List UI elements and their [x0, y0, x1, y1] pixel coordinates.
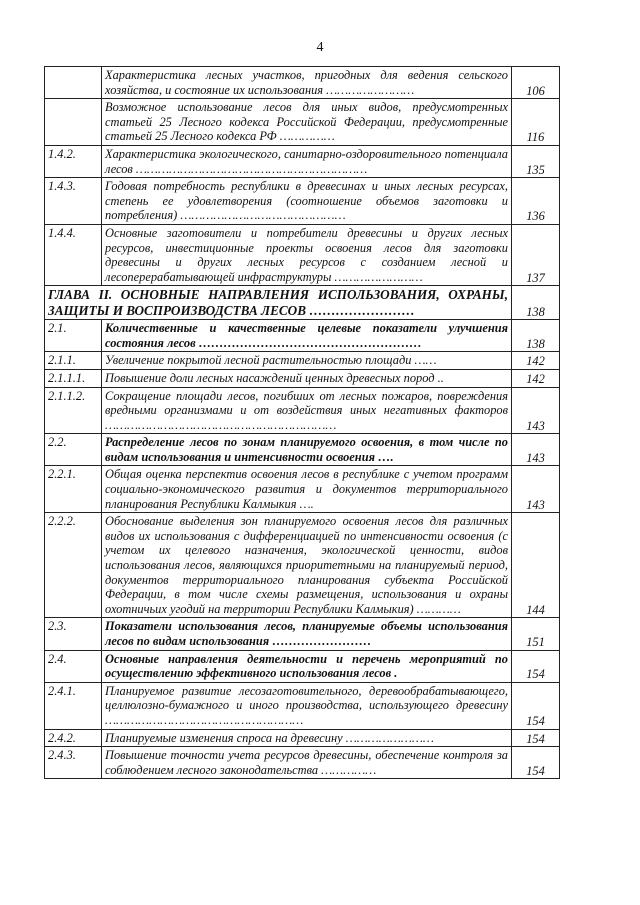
toc-row	[45, 434, 560, 466]
section-number: 2.4.1.	[45, 682, 102, 729]
page-reference: 154	[512, 682, 560, 729]
toc-row	[45, 99, 560, 146]
page-reference: 136	[512, 178, 560, 225]
section-number: 2.2.1.	[45, 466, 102, 513]
section-number	[45, 67, 102, 99]
page-reference: 142	[512, 352, 560, 370]
page-reference: 143	[512, 434, 560, 466]
table-of-contents	[44, 66, 560, 779]
toc-row	[45, 729, 560, 747]
section-number: 2.4.3.	[45, 747, 102, 779]
page-reference: 138	[512, 320, 560, 352]
chapter-heading-row	[45, 286, 560, 320]
toc-row	[45, 224, 560, 285]
toc-row	[45, 369, 560, 387]
section-title: Распределение лесов по зонам планируемого освоения, в том числе по видам использования и интенсивности освоения ….	[102, 434, 512, 466]
toc-row	[45, 352, 560, 370]
page-reference: 144	[512, 513, 560, 618]
page-reference: 138	[512, 286, 560, 320]
section-title: Планируемые изменения спроса на древесину ……………………	[102, 729, 512, 747]
page-reference: 143	[512, 387, 560, 434]
section-title: Годовая потребность республики в древесинах и иных лесных ресурсах, степень ее удовлетворения (соотношение объемов заготовки и потребления) ………………………………………	[102, 178, 512, 225]
section-title: Обоснование выделения зон планируемого освоения лесов для различных видов их использования с дифференциацией по интенсивности освоения (с учетом их целевого назначения, экологической ценности, видов использования лесов, являющихся приоритетными на планируемый период, документов территориального планирования субъекта Российской Федерации, в том числе схемы размещения, использования и охраны охотничьих угодий на территории Республики Калмыкия) …………	[102, 513, 512, 618]
toc-row	[45, 513, 560, 618]
page-reference: 142	[512, 369, 560, 387]
section-title: Повышение точности учета ресурсов древесины, обеспечение контроля за соблюдением лесного законодательства ……………	[102, 747, 512, 779]
section-number: 2.4.2.	[45, 729, 102, 747]
section-title: Повышение доли лесных насаждений ценных древесных пород ..	[102, 369, 512, 387]
section-number: 2.1.1.1.	[45, 369, 102, 387]
section-title: Характеристика экологического, санитарно-оздоровительного потенциала лесов ………………………………………………………	[102, 145, 512, 177]
page-reference: 151	[512, 618, 560, 650]
section-title: Основные направления деятельности и перечень мероприятий по осуществлению эффективного использования лесов .	[102, 650, 512, 682]
toc-row	[45, 145, 560, 177]
section-number: 2.1.	[45, 320, 102, 352]
section-number: 1.4.2.	[45, 145, 102, 177]
section-title: Характеристика лесных участков, пригодных для ведения сельского хозяйства, и состояние их использования ……………………	[102, 67, 512, 99]
toc-row	[45, 618, 560, 650]
section-number: 2.1.1.2.	[45, 387, 102, 434]
section-title: Количественные и качественные целевые показатели улучшения состояния лесов ………………………………………………	[102, 320, 512, 352]
page-number: 4	[316, 40, 324, 55]
section-title: Основные заготовители и потребители древесины и других лесных ресурсов, инвестиционные проекты освоения лесов для заготовки древесины и других лесных ресурсов с созданием лесной и лесоперерабатывающей инфраструктуры ……………………	[102, 224, 512, 285]
section-title: Сокращение площади лесов, погибших от лесных пожаров, повреждения вредными организмами и от воздействия иных негативных факторов ………………………………………………………	[102, 387, 512, 434]
section-number: 2.4.	[45, 650, 102, 682]
page-reference: 154	[512, 650, 560, 682]
page-reference: 143	[512, 466, 560, 513]
page-reference: 106	[512, 67, 560, 99]
toc-row	[45, 67, 560, 99]
section-title: Возможное использование лесов для иных видов, предусмотренных статьей 25 Лесного кодекса Российской Федерации, предусмотренные статьей 25 Лесного кодекса РФ ……………	[102, 99, 512, 146]
section-title: Планируемое развитие лесозаготовительного, деревообрабатывающего, целлюлозно-бумажного и иного производства, использующего древесину ………………………………………………	[102, 682, 512, 729]
page-reference: 154	[512, 729, 560, 747]
section-number: 2.3.	[45, 618, 102, 650]
toc-row	[45, 747, 560, 779]
toc-row	[45, 387, 560, 434]
page-reference: 116	[512, 99, 560, 146]
section-title: Общая оценка перспектив освоения лесов в республике с учетом программ социально-экономического развития и документов территориального планирования Республики Калмыкия ….	[102, 466, 512, 513]
section-number: 1.4.3.	[45, 178, 102, 225]
chapter-title: ГЛАВА II. ОСНОВНЫЕ НАПРАВЛЕНИЯ ИСПОЛЬЗОВАНИЯ, ОХРАНЫ, ЗАЩИТЫ И ВОСПРОИЗВОДСТВА ЛЕСОВ ……………………	[45, 286, 512, 320]
section-number	[45, 99, 102, 146]
toc-row	[45, 466, 560, 513]
toc-row	[45, 178, 560, 225]
section-number: 2.2.	[45, 434, 102, 466]
section-number: 1.4.4.	[45, 224, 102, 285]
section-number: 2.2.2.	[45, 513, 102, 618]
page-reference: 137	[512, 224, 560, 285]
page-reference: 154	[512, 747, 560, 779]
section-number: 2.1.1.	[45, 352, 102, 370]
page-reference: 135	[512, 145, 560, 177]
section-title: Показатели использования лесов, планируемые объемы использования лесов по видам использования ……………………	[102, 618, 512, 650]
toc-row	[45, 320, 560, 352]
toc-row	[45, 650, 560, 682]
toc-row	[45, 682, 560, 729]
section-title: Увеличение покрытой лесной растительностью площади ……	[102, 352, 512, 370]
